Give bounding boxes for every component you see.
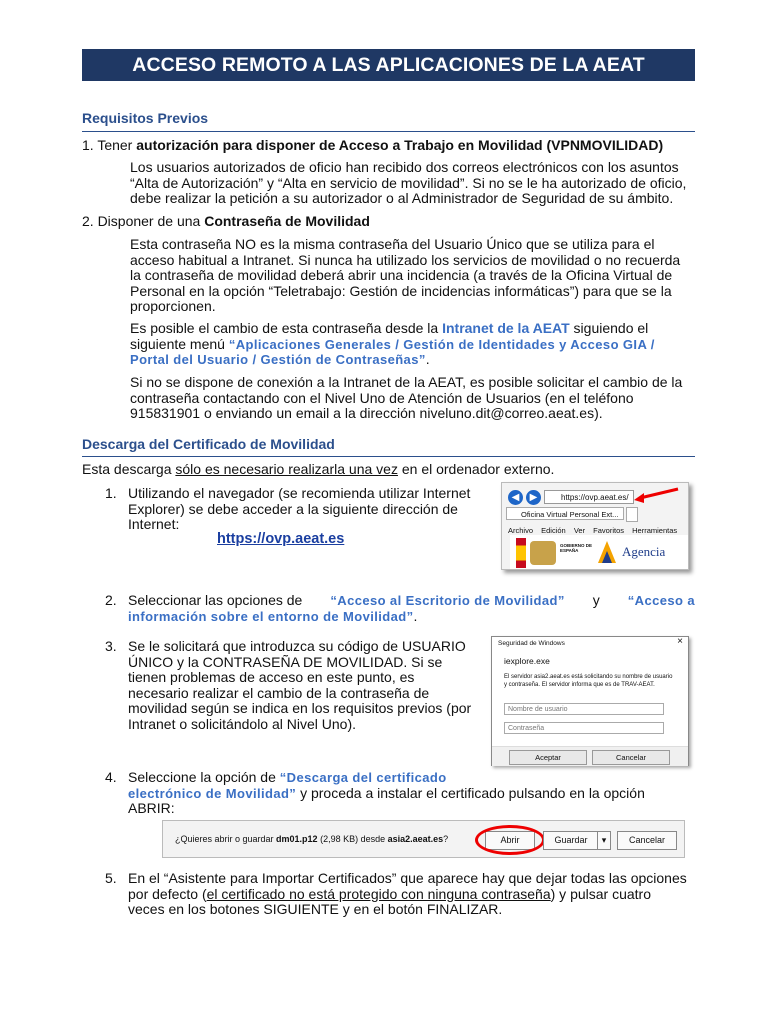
windows-security-dialog xyxy=(491,636,689,766)
cancel-download-button[interactable]: Cancelar xyxy=(617,831,677,850)
forward-icon: ▶ xyxy=(526,490,541,505)
red-arrow-icon xyxy=(632,485,682,505)
page-title: ACCESO REMOTO A LAS APLICACIONES DE LA AEAT xyxy=(82,49,695,81)
dialog-app: iexplore.exe xyxy=(504,656,550,666)
requirement-2-heading: 2. Disponer de una Contraseña de Movilidad xyxy=(82,213,370,229)
download-intro: Esta descarga sólo es necesario realizarla una vez en el ordenador externo. xyxy=(82,461,555,477)
step-2-text: Seleccionar las opciones de “Acceso al Escritorio de Movilidad” y “Acceso a información sobre el entorno de Movilidad”. xyxy=(128,592,695,624)
option-info-movilidad-b[interactable]: información sobre el entorno de Movilidad” xyxy=(128,608,414,624)
site-header xyxy=(510,535,688,569)
step-number: 3. xyxy=(105,638,117,654)
close-icon[interactable]: × xyxy=(677,636,683,647)
download-prompt-bar xyxy=(162,820,685,858)
cancel-button[interactable]: Cancelar xyxy=(592,750,670,765)
option-escritorio-movilidad[interactable]: “Acceso al Escritorio de Movilidad” xyxy=(330,593,565,608)
coat-of-arms-icon xyxy=(530,541,556,565)
step-number: 2. xyxy=(105,592,117,608)
section-heading-prerequisites: Requisitos Previos xyxy=(82,110,209,126)
new-tab-icon xyxy=(626,507,638,522)
step-4-text: Seleccione la opción de “Descarga del certificado electrónico de Movilidad” y proceda a instalar el certificado pulsando en la opción ABRIR: xyxy=(128,769,645,816)
dialog-message: El servidor asia2.aeat.es está solicitando su nombre de usuario y contraseña. El servidor informa que es de TRAV-AEAT. xyxy=(504,674,673,688)
menu-path-2: Portal del Usuario / Gestión de Contraseñas” xyxy=(130,352,426,367)
browser-menubar: Archivo Edición Ver Favoritos Herramientas xyxy=(508,526,678,535)
requirement-2-paragraph-2: Es posible el cambio de esta contraseña desde la Intranet de la AEAT siguiendo el siguiente menú “Aplicaciones Generales / Gestión de Identidades y Acceso GIA / Portal del Usuario / Gestión de Contraseñas”. xyxy=(130,320,655,367)
accept-button[interactable]: Aceptar xyxy=(509,750,587,765)
highlight-circle xyxy=(475,825,545,855)
download-question: ¿Quieres abrir o guardar dm01.p12 (2,98 KB) desde asia2.aeat.es? xyxy=(175,834,449,844)
option-descarga-certificado-a[interactable]: “Descarga del certificado xyxy=(279,770,447,785)
browser-screenshot xyxy=(501,482,689,570)
gov-label: GOBIERNO DE ESPAÑA xyxy=(560,543,593,553)
save-button[interactable]: Guardar xyxy=(543,831,599,850)
agency-logo-icon xyxy=(596,539,618,565)
option-descarga-certificado-b[interactable]: electrónico de Movilidad” xyxy=(128,785,297,801)
step-number: 4. xyxy=(105,769,117,785)
option-info-movilidad-a[interactable]: “Acceso a xyxy=(627,593,695,608)
section-heading-download: Descarga del Certificado de Movilidad xyxy=(82,436,335,452)
spain-flag-icon xyxy=(516,538,526,568)
step-5-text: En el “Asistente para Importar Certificados” que aparece hay que dejar todas las opciones por defecto (el certificado no está protegido con ninguna contraseña) y pulsar cuatro veces en los botones SIGUIENTE y en el botón FINALIZAR. xyxy=(128,870,687,917)
requirement-2-paragraph-1: Esta contraseña NO es la misma contraseña del Usuario Único que se utiliza para el acceso habitual a Intranet. Si nunca ha utilizado los servicios de movilidad o no recuerda la contraseña de movilidad deberá abrir una incidencia (a través de la Oficina Virtual de Personal en la opción “Teletrabajo: Gestión de incidencias informáticas”) para que se la proporcionen. xyxy=(130,236,681,314)
section-divider xyxy=(82,456,695,457)
chevron-down-icon[interactable]: ▾ xyxy=(597,831,611,850)
requirement-1-text: Los usuarios autorizados de oficio han recibido dos correos electrónicos con los asuntos “Alta de Autorización” y “Alta en servicio de movilidad”. Si no se le ha autorizado de oficio, debe realizar la petición a su autorizador o al Administrador de Seguridad de su ámbito. xyxy=(130,159,687,206)
intranet-link[interactable]: Intranet de la AEAT xyxy=(442,320,570,336)
ovp-url-link[interactable]: https://ovp.aeat.es xyxy=(217,531,345,547)
agency-label: Agencia xyxy=(622,544,666,559)
open-button[interactable]: Abrir xyxy=(485,831,535,850)
requirement-1-heading: 1. Tener autorización para disponer de Acceso a Trabajo en Movilidad (VPNMOVILIDAD) xyxy=(82,137,664,153)
dialog-button-bar xyxy=(492,746,688,766)
menu-path-1: “Aplicaciones Generales / Gestión de Identidades y Acceso GIA / xyxy=(228,336,655,352)
address-bar: https://ovp.aeat.es/ xyxy=(544,490,634,504)
section-divider xyxy=(82,131,695,132)
step-number: 5. xyxy=(105,870,117,886)
username-field[interactable]: Nombre de usuario xyxy=(504,703,664,715)
step-1-text: Utilizando el navegador (se recomienda utilizar Internet Explorer) se debe acceder a la siguiente dirección de Internet: xyxy=(128,485,471,532)
back-icon: ◀ xyxy=(508,490,523,505)
dialog-title: Seguridad de Windows xyxy=(498,640,565,647)
browser-tab: Oficina Virtual Personal Ext... xyxy=(506,507,624,520)
step-number: 1. xyxy=(105,485,117,501)
step-3-text: Se le solicitará que introduzca su código de USUARIO ÚNICO y la CONTRASEÑA DE MOVILIDAD. Si se tienen problemas de acceso en este punto, es necesario realizar el cambio de la contraseña de movilidad según se indica en los requisitos previos (por Intranet o solicitándolo al Nivel Uno). xyxy=(128,638,472,732)
password-field[interactable]: Contraseña xyxy=(504,722,664,734)
requirement-2-paragraph-3: Si no se dispone de conexión a la Intranet de la AEAT, es posible solicitar el cambio de la contraseña contactando con el Nivel Uno de Atención de Usuarios (en el teléfono 915831901 o enviando un email a la dirección niveluno.dit@correo.aeat.es). xyxy=(130,374,683,421)
